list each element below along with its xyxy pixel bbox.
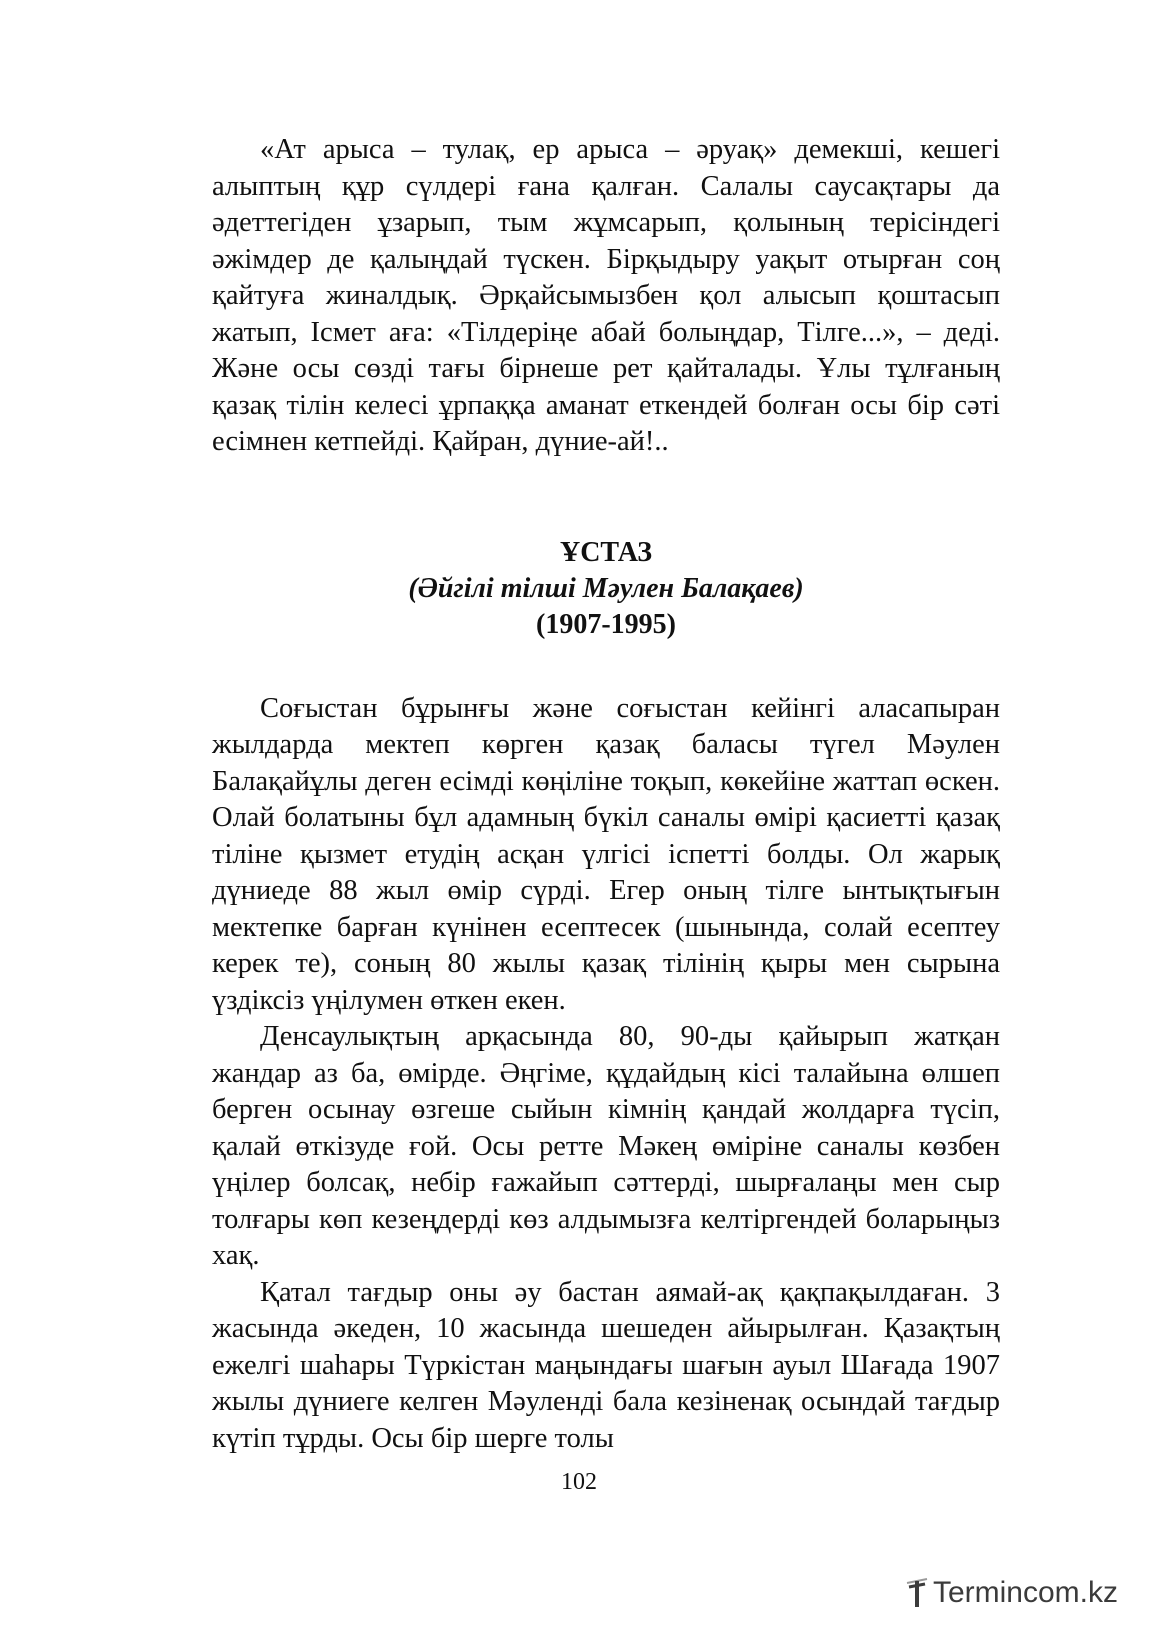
- intro-paragraph: «Ат арыса – тулақ, ер арыса – әруақ» демекші, кешегі алыптың құр сүлдері ғана қалған. Салалы саусақтары да әдеттегіден ұзарып, тым жұмсарып, қолының терісіндегі әжімдер де қалыңдай түскен. Бірқыдыру уақыт отырған соң қайтуға жиналдық. Әрқайсымызбен қол алысып қоштасып жатып, Ісмет аға: «Тілдеріңе абай болыңдар, Тілге...», – деді. Және осы сөзді тағы бірнеше рет қайталады. Ұлы тұлғаның қазақ тілін келесі ұрпаққа аманат еткендей болған осы бір сәті есімнен кетпейді. Қайран, дүние-ай!..: [212, 134, 1000, 457]
- watermark: [905, 1575, 1118, 1609]
- body-paragraph-3: Қатал тағдыр оны әу бастан аямай-ақ қақпақылдаған. 3 жасында әкеден, 10 жасында шешеден айырылған. Қазақтың ежелгі шаһары Түркістан маңындағы шағын ауыл Шағада 1907 жылы дүниеге келген Мәуленді бала кезіненақ осындай тағдыр күтіп тұрды. Осы бір шерге толы: [212, 1276, 1000, 1454]
- page-number: 102: [561, 1469, 597, 1495]
- section-header: [212, 535, 1000, 643]
- section-subtitle: (Әйгілі тілші Мәулен Балақаев): [408, 572, 804, 604]
- body-paragraph-2: Денсаулықтың арқасында 80, 90-ды қайырып жатқан жандар аз ба, өмірде. Әңгіме, құдайдың кісі талайына өлшеп берген осынау өзгеше сыйын кімнің қандай жолдарға түсіп, қалай өткізуде ғой. Осы ретте Мәкең өміріне саналы көзбен үңілер болсақ, небір ғажайып сәттерді, шырғалаңы мен сыр толғары көп кезеңдерді көз алдымызға келтіргендей боларыңыз хақ.: [212, 1021, 1000, 1271]
- section-title: ҰСТАЗ: [559, 536, 653, 568]
- page-content: [212, 132, 1000, 1457]
- body-paragraph-1: Соғыстан бұрынғы және соғыстан кейінгі аласапыран жылдарда мектеп көрген қазақ баласы түгел Мәулен Балақайұлы деген есімді көңіліне тоқып, көкейіне жаттап өскен. Олай болатыны бұл адамның бүкіл саналы өмірі қасиетті қазақ тіліне қызмет етудің асқан үлгісі іспетті болды. Ол жарық дүниеде 88 жыл өмір сүрді. Егер оның тілге ынтықтығын мектепке барған күнінен есептесек (шынында, солай есептеу керек те), соның 80 жылы қазақ тілінің қыры мен сырына үздіксіз үңілумен өткен екен.: [212, 692, 1000, 1016]
- section-years: (1907-1995): [536, 608, 676, 640]
- watermark-text: Termincom.kz: [932, 1576, 1118, 1609]
- termincom-logo-icon: [905, 1575, 931, 1609]
